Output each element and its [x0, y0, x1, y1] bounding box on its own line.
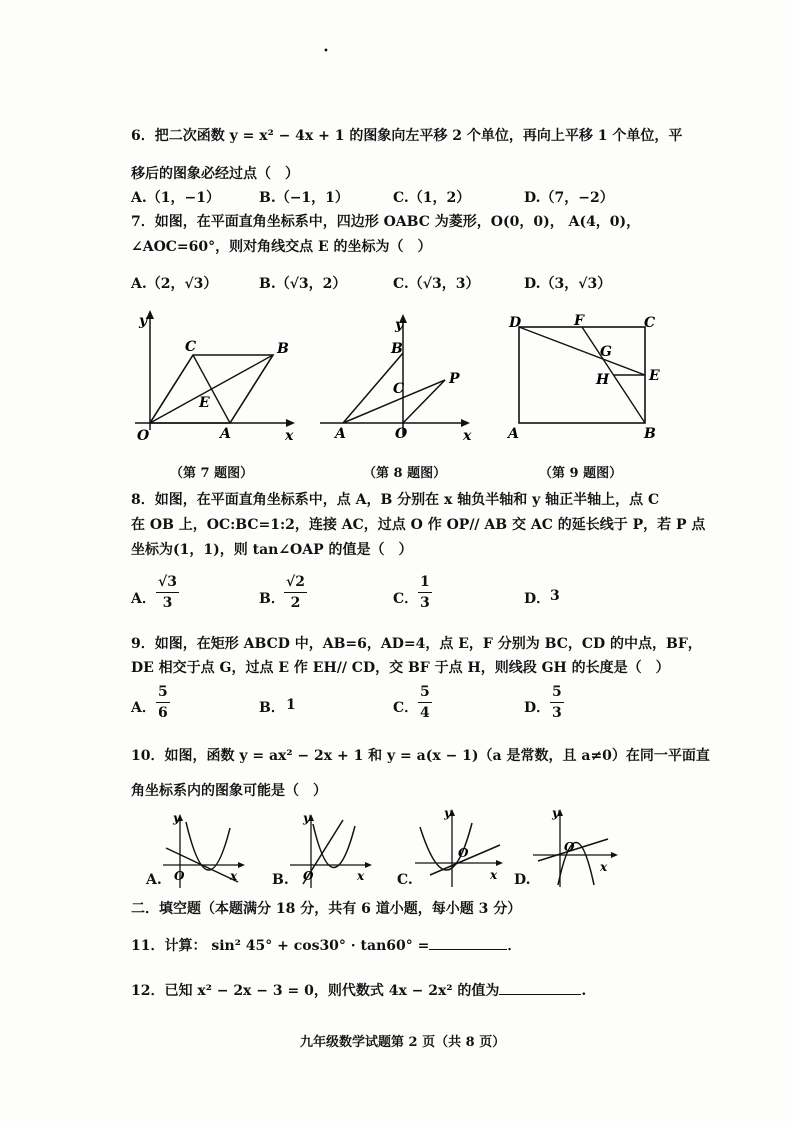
q12-end: . [581, 983, 587, 999]
q8-option-c-num: 1 [418, 572, 432, 593]
q10c-label-o: O [458, 846, 469, 860]
q8-line2: 在 OB 上，OC:BC=1:2，连接 AC，过点 O 作 OP// AB 交 AC 的延长线于 P，若 P 点 [131, 517, 706, 533]
fig7-caption: （第 7 题图） [170, 466, 254, 481]
q8-option-c-fraction [418, 572, 432, 613]
fig8-caption: （第 8 题图） [363, 466, 447, 481]
q10d-label-y: y [552, 806, 559, 820]
q9-option-a-fraction [156, 682, 170, 723]
fig9-label-g: G [600, 344, 612, 360]
q10-line2: 角坐标系内的图象可能是（ ） [131, 783, 327, 799]
q8-option-b-den: 2 [290, 595, 301, 611]
fig9-label-a: A [508, 426, 519, 442]
q10a-label-y: y [173, 811, 180, 825]
q10-graph-d [528, 805, 628, 890]
q9-option-a-letter: A． [131, 700, 156, 716]
q9-option-d-den: 3 [552, 705, 562, 721]
q8-line1: 8．如图，在平面直角坐标系中，点 A，B 分别在 x 轴负半轴和 y 轴正半轴上，点 C [131, 492, 660, 508]
q8-option-b-letter: B． [259, 591, 285, 607]
q8-option-a-den: 3 [162, 595, 173, 611]
q12 [131, 980, 586, 1000]
q10b-label-y: y [303, 811, 310, 825]
q9-line1: 9．如图，在矩形 ABCD 中，AB=6，AD=4，点 E，F 分别为 BC，CD 的中点，BF， [131, 636, 702, 652]
q6-line1: 6．把二次函数 y = x² − 4x + 1 的图象向左平移 2 个单位，再向上平移 1 个单位，平 [131, 128, 683, 144]
fig9-label-c: C [644, 315, 656, 331]
q11-answer-blank[interactable] [429, 935, 507, 950]
q9-option-c-letter: C． [393, 700, 419, 716]
q9-option-a-num: 5 [156, 682, 170, 703]
q10-option-a-label: A. [146, 872, 162, 888]
q7-line2: ∠AOC=60°，则对角线交点 E 的坐标为（ ） [131, 239, 432, 255]
q9-option-c-num: 5 [418, 682, 432, 703]
q9-option-a-den: 6 [158, 705, 168, 721]
q9-option-d-fraction [550, 682, 564, 723]
q8-option-d-letter: D． [524, 591, 551, 607]
q8-option-a-num: √3 [156, 572, 179, 593]
page-footer: 九年级数学试题第 2 页（共 8 页） [300, 1035, 506, 1050]
q7-option-b: B.（√3，2） [259, 276, 347, 292]
q10b-label-o: O [303, 869, 314, 883]
fig7-label-y: y [139, 313, 148, 329]
q8-option-b-num: √2 [284, 572, 307, 593]
q6-option-c: C.（1，2） [393, 190, 471, 206]
fig9-caption: （第 9 题图） [539, 466, 623, 481]
q9-line2: DE 相交于点 G，过点 E 作 EH// CD，交 BF 于点 H，则线段 GH 的长度是（ ） [131, 660, 670, 676]
fig9-label-f: F [574, 313, 584, 329]
q8-option-c-den: 3 [420, 595, 430, 611]
q8-option-a-letter: A． [131, 591, 156, 607]
fig7-label-a: A [220, 426, 231, 442]
q8-option-b-fraction [284, 572, 307, 613]
q10-graph-b [285, 810, 380, 890]
q10-option-c-label: C. [397, 872, 413, 888]
q10-graph-a [158, 810, 253, 890]
fig8-label-o: O [395, 426, 408, 442]
q8-option-a-fraction [156, 572, 179, 613]
fig9-label-e: E [649, 368, 660, 384]
figure-8 [315, 305, 490, 445]
fig9-label-d: D [509, 315, 522, 331]
figure-7 [125, 305, 310, 445]
fig8-label-y: y [395, 317, 404, 333]
q8-line3: 坐标为(1，1)，则 tan∠OAP 的值是（ ） [131, 542, 413, 558]
q10d-label-o: O [564, 840, 575, 854]
q11 [131, 935, 521, 955]
q11-end: ． [507, 938, 522, 954]
q7-option-d: D.（3，√3） [524, 276, 612, 292]
q6-option-d: D.（7，−2） [524, 190, 614, 206]
q9-option-d-letter: D． [524, 700, 551, 716]
section-2-heading: 二．填空题（本题满分 18 分，共有 6 道小题，每小题 3 分） [131, 901, 522, 917]
fig7-label-c: C [185, 339, 197, 355]
q7-option-c: C.（√3，3） [393, 276, 480, 292]
fig9-label-b: B [644, 426, 656, 442]
fig8-label-c: C [393, 381, 405, 397]
q10-option-d-label: D. [514, 872, 531, 888]
q9-option-d-num: 5 [550, 682, 564, 703]
fig7-label-b: B [277, 341, 289, 357]
q6-option-b: B.（−1，1） [259, 190, 349, 206]
q10d-label-x: x [600, 860, 608, 874]
q10a-label-o: O [174, 869, 185, 883]
q6-option-a: A.（1，−1） [131, 190, 220, 206]
fig7-label-e: E [199, 395, 210, 411]
scan-dot: • [323, 46, 329, 57]
q10b-label-x: x [357, 869, 365, 883]
q9-option-b-letter: B． [259, 700, 285, 716]
q12-answer-blank[interactable] [499, 980, 581, 995]
q10a-label-x: x [230, 869, 238, 883]
q6-line2: 移后的图象必经过点（ ） [131, 166, 299, 182]
q10c-label-y: y [444, 806, 451, 820]
q8-option-c-letter: C． [393, 591, 419, 607]
q10c-label-x: x [490, 868, 498, 882]
q10-line1: 10．如图，函数 y = ax² − 2x + 1 和 y = a(x − 1)（a 是常数，且 a≠0）在同一平面直 [131, 748, 710, 764]
q10-option-b-label: B. [272, 872, 289, 888]
fig8-label-a: A [335, 426, 346, 442]
fig8-label-b: B [391, 341, 403, 357]
q7-line1: 7．如图，在平面直角坐标系中，四边形 OABC 为菱形，O(0，0)， A(4，0)， [131, 214, 641, 230]
q9-option-b-value: 1 [286, 697, 296, 713]
q10-graph-c [410, 805, 510, 890]
q7-option-a: A.（2，√3） [131, 276, 218, 292]
fig7-label-x: x [285, 428, 294, 444]
fig8-label-p: P [449, 371, 460, 387]
q9-option-c-den: 4 [420, 705, 430, 721]
fig7-label-o: O [137, 428, 150, 444]
q9-option-c-fraction [418, 682, 432, 723]
fig9-label-h: H [596, 372, 610, 388]
q8-option-d-value: 3 [550, 588, 560, 604]
q12-text: 12．已知 x² − 2x − 3 = 0，则代数式 4x − 2x² 的值为 [131, 983, 500, 999]
q11-text: 11．计算： sin² 45° + cos30° · tan60° = [131, 938, 430, 954]
fig8-label-x: x [463, 428, 472, 444]
figure-9 [500, 305, 680, 445]
